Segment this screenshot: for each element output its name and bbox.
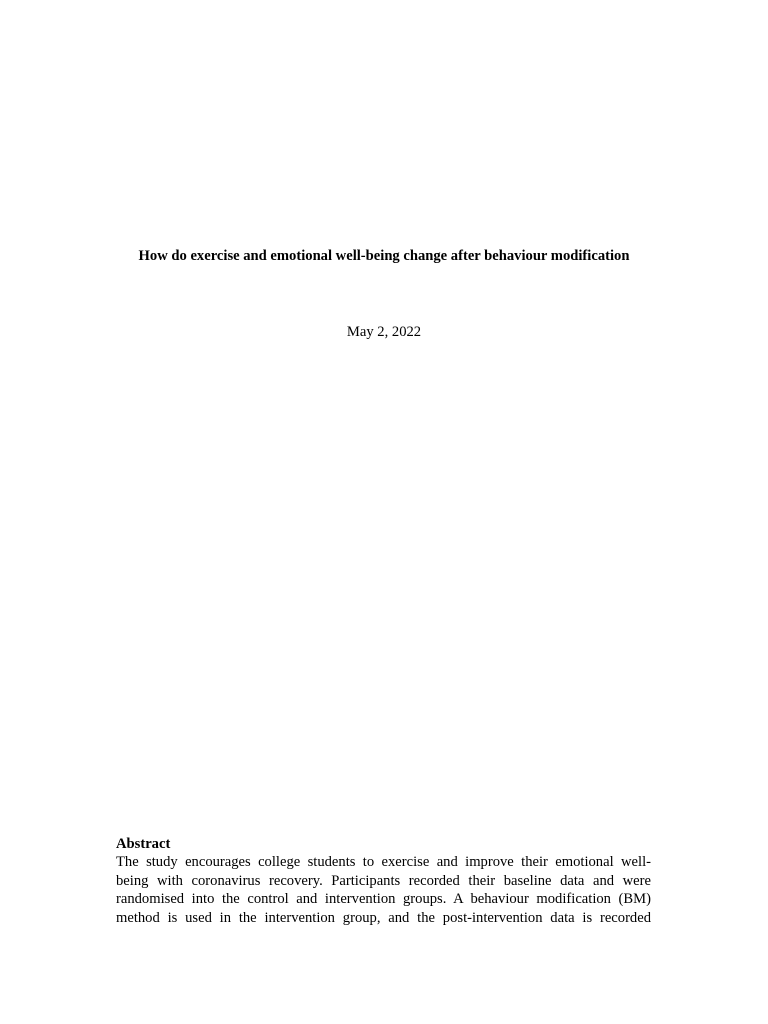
abstract-body <box>116 853 651 928</box>
document-date: May 2, 2022 <box>346 324 422 340</box>
abstract-line: method is used in the intervention group, and the post-intervention data is recorded <box>116 910 651 927</box>
abstract-line: The study encourages college students to exercise and improve their emotional well- <box>116 854 651 870</box>
abstract-line: randomised into the control and intervention groups. A behaviour modification (BM) <box>116 891 651 908</box>
abstract-line: being with coronavirus recovery. Participants recorded their baseline data and were <box>116 872 651 889</box>
abstract-section <box>116 835 651 928</box>
abstract-heading: Abstract <box>116 836 171 852</box>
document-title: How do exercise and emotional well-being change after behaviour modification <box>138 248 630 264</box>
